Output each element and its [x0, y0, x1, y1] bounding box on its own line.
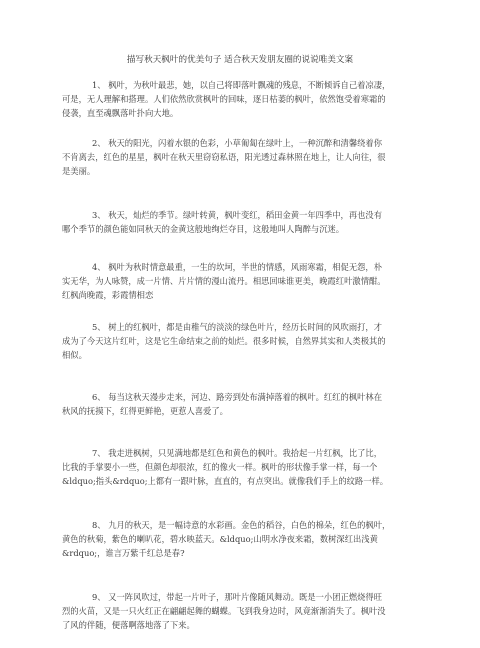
paragraph-3 [62, 208, 422, 236]
paragraph-4 [62, 260, 422, 302]
paragraph-line: 2、 秋天的阳光，闪着水银的色彩，小草匍匐在绿叶上，一种沉醉和清馨绕着你 [92, 138, 383, 148]
paragraph-line: 侵袭，直至魂飘落叶扑向大地。 [62, 108, 179, 118]
paragraph-line: 5、 树上的红枫叶，都是由稚气的淡淡的绿色叶片，经历长时间的风吹雨打，才 [92, 322, 383, 332]
paragraph-line: 可是，无人理解和搭理。人们依然欣赏枫叶的回味，逐日枯萎的枫叶，依然饱受着寒霜的 [62, 94, 386, 104]
paragraph-line: 4、 枫叶为秋时情意最重，一生的坎坷，半世的情感，风雨寒霜，相促无怨，朴 [92, 262, 383, 272]
paragraph-line: 1、 枫叶，为秋叶最悲，她，以自己将即落叶飘魂的残息，不断倾诉自己着凉凄， [92, 80, 391, 90]
paragraph-line: 7、 我走进枫树，只见满地都是红色和黄色的枫叶。我拾起一片红枫，比了比， [92, 448, 383, 458]
paragraph-line: &ldquo;指头&rdquo;上都有一跟叶脉，直直的，有点突出。就像我们手上的纹路一样。 [62, 476, 389, 486]
paragraph-line: 红枫尚晚霞，彩霞情相恋 [62, 290, 154, 300]
paragraph-line: 比我的手掌要小一些，但颜色却很浓，红的像火一样。枫叶的形状像手掌一样，每一个 [62, 462, 378, 472]
paragraph-line: 秋风的抚摸下，红得更鲜艳，更惹人喜爱了。 [62, 406, 228, 416]
paragraph-line: 是美丽。 [62, 166, 96, 176]
paragraph-2 [62, 136, 422, 178]
paragraph-8 [62, 518, 422, 560]
paragraph-9 [62, 590, 422, 632]
paragraph-line: 9、 又一阵风吹过，带起一片叶子，那叶片像随风舞动。既是一小团正燃烧得旺 [92, 592, 383, 602]
paragraph-line: &rdquo;，谁言万紫千红总是春? [62, 548, 185, 558]
paragraph-line: 不肯离去，红色的星星，枫叶在秋天里窃窃私语，阳光透过森林照在地上，让人向往，很 [62, 152, 386, 162]
paragraph-line: 了风的伴随，便落啊落地落了下来。 [62, 620, 195, 630]
paragraph-line: 8、 九月的秋天，是一幅诗意的水彩画。金色的稻谷，白色的棉朵，红色的枫叶， [92, 520, 391, 530]
paragraph-line: 6、 每当这秋天漫步走来，河边、路旁到处布满掉落着的枫叶。红红的枫叶林在 [92, 392, 383, 402]
paragraph-line: 相似。 [62, 350, 87, 360]
paragraph-line: 3、 秋天，灿烂的季节。绿叶转黄，枫叶变红，稻田金黄一年四季中，再也没有 [92, 210, 383, 220]
paragraph-line: 成为了今天这片红叶，这是它生命结束之前的灿烂。很多时候，自然界其实和人类极其的 [62, 336, 386, 346]
paragraph-line: 哪个季节的颜色能如同秋天的金黄这般地绚烂夺目，这般地叫人陶醉与沉迷。 [62, 224, 345, 234]
paragraph-7 [62, 446, 422, 488]
paragraph-1 [62, 78, 422, 120]
document-title: 描写秋天枫叶的优美句子 适合秋天发朋友圈的说说唯美文案 [126, 55, 354, 65]
paragraph-line: 黄色的秋菊，紫色的喇叭花，碧水映蓝天。&ldquo;山明水净夜来霜，数树深红出浅黄 [62, 534, 378, 544]
paragraph-5 [62, 320, 422, 362]
paragraph-6 [62, 390, 422, 418]
paragraph-line: 烈的火苗，又是一只火红正在翩翩起舞的蝴蝶。飞到我身边时，风竟渐渐消失了。枫叶没 [62, 606, 386, 616]
paragraph-line: 实无华，为人咏赞，成一片情、片片情的漫山流丹。相思回味谁更美，晚霞红叶激情酣。 [62, 276, 386, 286]
